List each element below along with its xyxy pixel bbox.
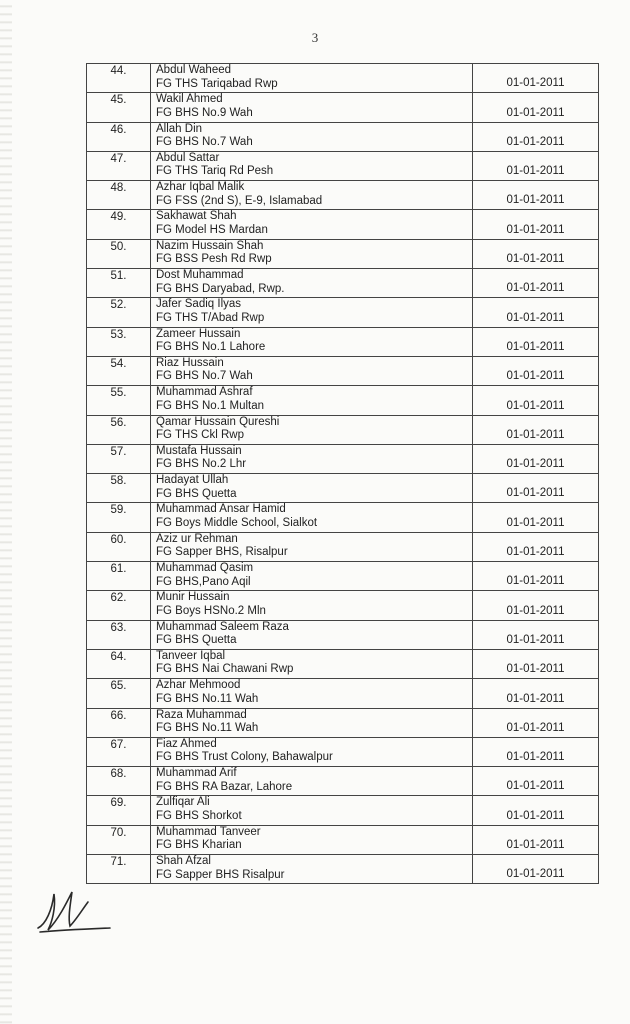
table-row — [87, 151, 599, 180]
row-number: 63. — [87, 620, 151, 649]
date-cell: 01-01-2011 — [473, 708, 599, 737]
table-row — [87, 298, 599, 327]
page-number: 3 — [311, 30, 319, 45]
date-cell: 01-01-2011 — [473, 503, 599, 532]
row-number: 49. — [87, 210, 151, 239]
person-name: Wakil Ahmed — [156, 93, 223, 106]
school-name: FG BHS,Pano Aqil — [156, 575, 251, 588]
row-number: 46. — [87, 122, 151, 151]
name-school-cell — [151, 474, 473, 503]
person-name: Muhammad Qasim — [156, 562, 254, 575]
row-number: 57. — [87, 444, 151, 473]
table-row — [87, 93, 599, 122]
table-row — [87, 503, 599, 532]
name-school-cell — [151, 64, 473, 93]
date-cell: 01-01-2011 — [473, 386, 599, 415]
name-school-cell — [151, 181, 473, 210]
date-cell: 01-01-2011 — [473, 737, 599, 766]
person-name: Munir Hussain — [156, 591, 230, 604]
row-number: 54. — [87, 356, 151, 385]
row-number: 52. — [87, 298, 151, 327]
name-school-cell — [151, 444, 473, 473]
date-cell: 01-01-2011 — [473, 151, 599, 180]
school-name: FG BHS No.1 Multan — [156, 399, 265, 412]
table-row — [87, 210, 599, 239]
person-name: Azhar Mehmood — [156, 679, 241, 692]
date-cell: 01-01-2011 — [473, 679, 599, 708]
row-number: 59. — [87, 503, 151, 532]
school-name: FG Sapper BHS Risalpur — [156, 868, 285, 881]
row-number: 69. — [87, 796, 151, 825]
name-school-cell — [151, 93, 473, 122]
row-number: 45. — [87, 93, 151, 122]
name-school-cell — [151, 679, 473, 708]
person-name: Qamar Hussain Qureshi — [156, 415, 280, 428]
date-cell: 01-01-2011 — [473, 356, 599, 385]
person-name: Zulfiqar Ali — [156, 796, 210, 809]
school-name: FG THS Tariq Rd Pesh — [156, 165, 274, 178]
person-name: Raza Muhammad — [156, 708, 247, 721]
name-school-cell — [151, 591, 473, 620]
person-name: Aziz ur Rehman — [156, 532, 238, 545]
date-cell: 01-01-2011 — [473, 64, 599, 93]
name-school-cell — [151, 239, 473, 268]
date-cell: 01-01-2011 — [473, 767, 599, 796]
table-row — [87, 386, 599, 415]
date-cell: 01-01-2011 — [473, 93, 599, 122]
name-school-cell — [151, 796, 473, 825]
table-row — [87, 474, 599, 503]
name-school-cell — [151, 708, 473, 737]
person-name: Hadayat Ullah — [156, 474, 229, 487]
school-name: FG FSS (2nd S), E-9, Islamabad — [156, 194, 323, 207]
person-name: Muhammad Saleem Raza — [156, 620, 289, 633]
table-row — [87, 562, 599, 591]
school-name: FG Boys HSNo.2 Mln — [156, 604, 266, 617]
row-number: 64. — [87, 649, 151, 678]
name-school-cell — [151, 356, 473, 385]
table-row — [87, 444, 599, 473]
table-row — [87, 327, 599, 356]
person-name: Abdul Sattar — [156, 151, 220, 164]
table-row — [87, 767, 599, 796]
table-row — [87, 415, 599, 444]
school-name: FG BHS RA Bazar, Lahore — [156, 780, 293, 793]
person-name: Riaz Hussain — [156, 356, 224, 369]
date-cell: 01-01-2011 — [473, 239, 599, 268]
school-name: FG BHS No.7 Wah — [156, 136, 253, 149]
person-name: Shah Afzal — [156, 855, 211, 868]
row-number: 48. — [87, 181, 151, 210]
records-table-body — [87, 64, 599, 884]
table-row — [87, 737, 599, 766]
date-cell: 01-01-2011 — [473, 181, 599, 210]
name-school-cell — [151, 269, 473, 298]
date-cell: 01-01-2011 — [473, 444, 599, 473]
name-school-cell — [151, 649, 473, 678]
person-name: Fiaz Ahmed — [156, 737, 217, 750]
name-school-cell — [151, 562, 473, 591]
person-name: Allah Din — [156, 122, 203, 135]
school-name: FG BHS No.9 Wah — [156, 106, 253, 119]
person-name: Tanveer Iqbal — [156, 649, 226, 662]
row-number: 66. — [87, 708, 151, 737]
date-cell: 01-01-2011 — [473, 532, 599, 561]
name-school-cell — [151, 737, 473, 766]
person-name: Zameer Hussain — [156, 327, 241, 340]
name-school-cell — [151, 825, 473, 854]
name-school-cell — [151, 532, 473, 561]
table-row — [87, 181, 599, 210]
school-name: FG BHS No.2 Lhr — [156, 458, 247, 471]
date-cell: 01-01-2011 — [473, 122, 599, 151]
records-table — [86, 63, 599, 884]
school-name: FG THS Tariqabad Rwp — [156, 77, 278, 90]
table-row — [87, 679, 599, 708]
row-number: 70. — [87, 825, 151, 854]
school-name: FG BHS Quetta — [156, 634, 237, 647]
school-name: FG THS Ckl Rwp — [156, 429, 244, 442]
date-cell: 01-01-2011 — [473, 796, 599, 825]
person-name: Nazim Hussain Shah — [156, 239, 264, 252]
table-row — [87, 532, 599, 561]
signature-mark — [32, 880, 112, 940]
row-number: 62. — [87, 591, 151, 620]
table-row — [87, 649, 599, 678]
table-row — [87, 269, 599, 298]
person-name: Sakhawat Shah — [156, 210, 237, 223]
table-row — [87, 825, 599, 854]
date-cell: 01-01-2011 — [473, 825, 599, 854]
school-name: FG BHS No.11 Wah — [156, 722, 259, 735]
school-name: FG BHS Quetta — [156, 487, 237, 500]
school-name: FG BHS Nai Chawani Rwp — [156, 663, 294, 676]
school-name: FG BHS Shorkot — [156, 809, 242, 822]
person-name: Muhammad Ansar Hamid — [156, 503, 286, 516]
school-name: FG BHS No.7 Wah — [156, 370, 253, 383]
row-number: 58. — [87, 474, 151, 503]
person-name: Muhammad Tanveer — [156, 825, 261, 838]
date-cell: 01-01-2011 — [473, 649, 599, 678]
date-cell: 01-01-2011 — [473, 415, 599, 444]
table-row — [87, 796, 599, 825]
date-cell: 01-01-2011 — [473, 562, 599, 591]
scan-edge — [0, 0, 12, 1024]
date-cell: 01-01-2011 — [473, 298, 599, 327]
person-name: Azhar Iqbal Malik — [156, 181, 245, 194]
school-name: FG BSS Pesh Rd Rwp — [156, 253, 272, 266]
row-number: 60. — [87, 532, 151, 561]
row-number: 50. — [87, 239, 151, 268]
person-name: Abdul Waheed — [156, 64, 232, 76]
school-name: FG BHS No.11 Wah — [156, 692, 259, 705]
name-school-cell — [151, 298, 473, 327]
person-name: Jafer Sadiq Ilyas — [156, 298, 242, 311]
date-cell: 01-01-2011 — [473, 210, 599, 239]
row-number: 44. — [87, 64, 151, 93]
person-name: Mustafa Hussain — [156, 444, 242, 457]
person-name: Dost Muhammad — [156, 269, 244, 282]
table-row — [87, 356, 599, 385]
name-school-cell — [151, 122, 473, 151]
school-name: FG BHS No.1 Lahore — [156, 341, 266, 354]
table-row — [87, 708, 599, 737]
name-school-cell — [151, 503, 473, 532]
name-school-cell — [151, 855, 473, 884]
name-school-cell — [151, 620, 473, 649]
row-number: 68. — [87, 767, 151, 796]
name-school-cell — [151, 327, 473, 356]
row-number: 71. — [87, 855, 151, 884]
table-row — [87, 239, 599, 268]
row-number: 51. — [87, 269, 151, 298]
person-name: Muhammad Arif — [156, 767, 237, 780]
table-row — [87, 64, 599, 93]
date-cell: 01-01-2011 — [473, 269, 599, 298]
date-cell: 01-01-2011 — [473, 327, 599, 356]
school-name: FG BHS Daryabad, Rwp. — [156, 282, 285, 295]
school-name: FG Sapper BHS, Risalpur — [156, 546, 288, 559]
name-school-cell — [151, 415, 473, 444]
school-name: FG THS T/Abad Rwp — [156, 311, 265, 324]
table-row — [87, 855, 599, 884]
table-row — [87, 122, 599, 151]
row-number: 61. — [87, 562, 151, 591]
school-name: FG Model HS Mardan — [156, 223, 268, 236]
date-cell: 01-01-2011 — [473, 474, 599, 503]
person-name: Muhammad Ashraf — [156, 386, 253, 399]
date-cell: 01-01-2011 — [473, 620, 599, 649]
name-school-cell — [151, 386, 473, 415]
school-name: FG Boys Middle School, Sialkot — [156, 516, 318, 529]
row-number: 55. — [87, 386, 151, 415]
row-number: 67. — [87, 737, 151, 766]
row-number: 65. — [87, 679, 151, 708]
date-cell: 01-01-2011 — [473, 591, 599, 620]
row-number: 47. — [87, 151, 151, 180]
name-school-cell — [151, 210, 473, 239]
table-row — [87, 620, 599, 649]
name-school-cell — [151, 151, 473, 180]
row-number: 56. — [87, 415, 151, 444]
row-number: 53. — [87, 327, 151, 356]
school-name: FG BHS Kharian — [156, 839, 242, 852]
date-cell: 01-01-2011 — [473, 855, 599, 884]
school-name: FG BHS Trust Colony, Bahawalpur — [156, 751, 333, 764]
name-school-cell — [151, 767, 473, 796]
table-row — [87, 591, 599, 620]
